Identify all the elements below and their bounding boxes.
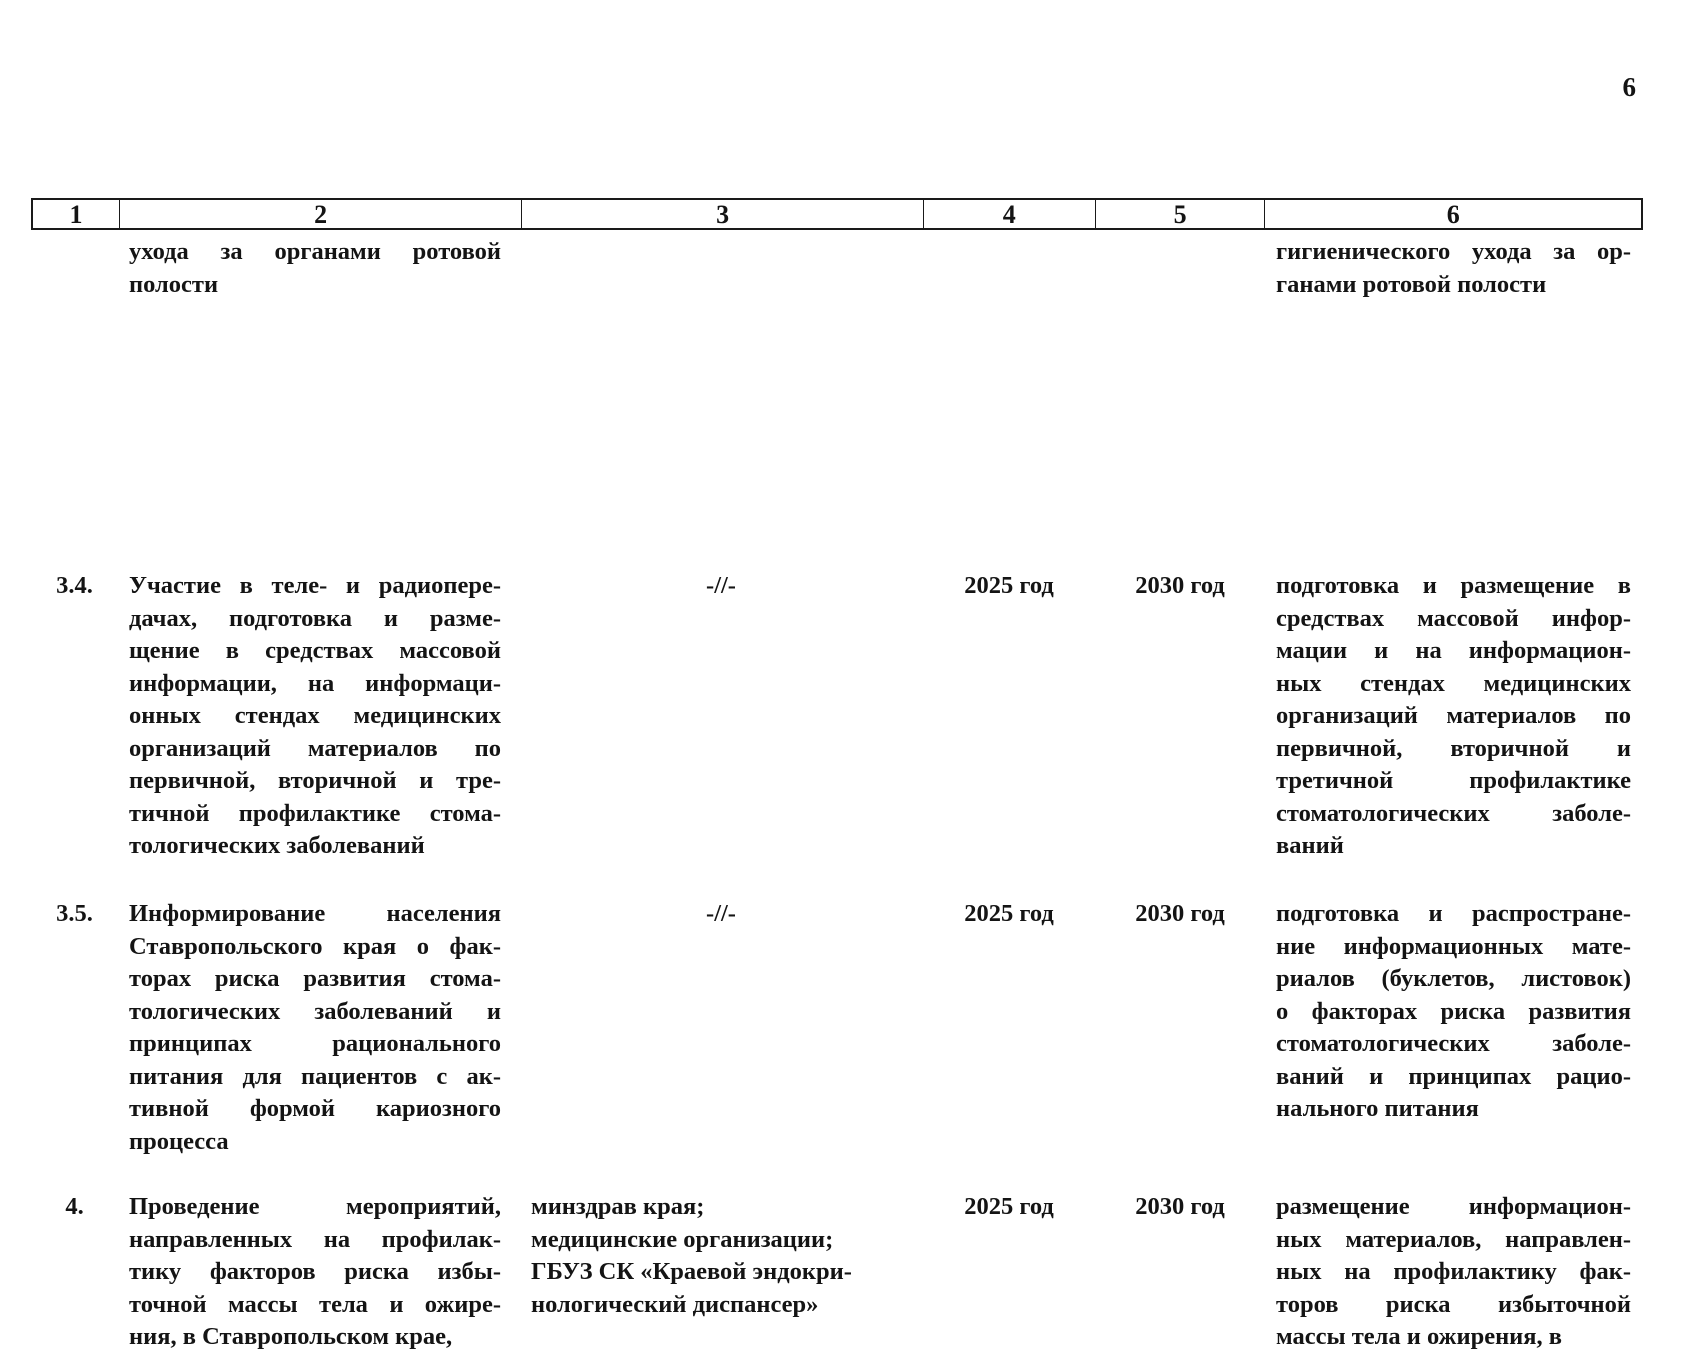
table-row <box>31 236 1641 301</box>
result-line: ваний <box>1276 832 1344 859</box>
measure-line: принципах рационального <box>129 1030 501 1057</box>
result-line: средствах массовой инфор- <box>1276 604 1631 632</box>
result-line: мации и на информацион- <box>1276 637 1631 664</box>
result-line: нального питания <box>1276 1095 1479 1122</box>
measure-cell <box>118 570 521 863</box>
result-line: ных на профилактику фак- <box>1276 1258 1631 1285</box>
measure-line: первичной, вторичной и тре- <box>129 767 501 794</box>
measure-line: информации, на информаци- <box>129 669 501 697</box>
executor-line: нологический диспансер» <box>531 1290 819 1318</box>
row-number-cell <box>31 570 118 863</box>
end-date-cell <box>1095 236 1265 301</box>
executor-cell <box>521 1191 923 1354</box>
start-date: 2025 год <box>964 572 1054 599</box>
row-number: 3.4. <box>56 572 93 599</box>
measure-line: ухода за органами ротовой <box>129 238 501 265</box>
result-line: ваний и принципах рацио- <box>1276 1062 1631 1090</box>
measure-line: полости <box>129 270 219 298</box>
measure-line: точной массы тела и ожире- <box>129 1290 501 1318</box>
measure-line: питания для пациентов с ак- <box>129 1062 501 1090</box>
result-line: третичной профилактике <box>1276 767 1631 794</box>
measure-line: Ставропольского края о фак- <box>129 932 501 960</box>
measure-line: тологических заболеваний <box>129 832 425 859</box>
column-header: 6 <box>1446 200 1460 229</box>
result-cell <box>1265 1191 1641 1354</box>
measure-line: Информирование населения <box>129 900 501 927</box>
row-number: 3.5. <box>56 900 93 927</box>
measure-line: тичной профилактике стома- <box>129 799 501 827</box>
result-line: размещение информацион- <box>1276 1193 1631 1220</box>
measure-line: Участие в теле- и радиопере- <box>129 572 501 599</box>
start-date-cell <box>923 570 1095 863</box>
table-row <box>31 898 1641 1158</box>
measure-cell <box>118 236 521 301</box>
result-line: ных стендах медицинских <box>1276 669 1631 697</box>
table-header-row <box>31 198 1643 230</box>
result-line: о факторах риска развития <box>1276 997 1631 1025</box>
end-date: 2030 год <box>1135 900 1225 927</box>
result-line: организаций материалов по <box>1276 702 1631 729</box>
measure-line: тологических заболеваний и <box>129 997 501 1025</box>
result-line: ных материалов, направлен- <box>1276 1225 1631 1253</box>
result-line: подготовка и распростране- <box>1276 900 1631 927</box>
result-cell <box>1265 570 1641 863</box>
measure-cell <box>118 898 521 1158</box>
executor-line: ГБУЗ СК «Краевой эндокри- <box>531 1258 852 1285</box>
result-line: торов риска избыточной <box>1276 1290 1631 1318</box>
row-number-cell <box>31 898 118 1158</box>
measure-line: щение в средствах массовой <box>129 637 501 664</box>
row-number-cell <box>31 1191 118 1354</box>
measure-line: направленных на профилак- <box>129 1225 501 1253</box>
executor-cell <box>521 236 923 301</box>
column-header: 1 <box>33 200 120 228</box>
start-date-cell <box>923 236 1095 301</box>
measure-cell <box>118 1191 521 1354</box>
end-date-cell <box>1095 898 1265 1158</box>
start-date: 2025 год <box>964 1193 1054 1220</box>
column-header: 3 <box>522 200 924 228</box>
executor-line: минздрав края; <box>531 1193 705 1220</box>
measure-line: ния, в Ставропольском крае, <box>129 1323 453 1350</box>
executor-cell <box>521 570 923 863</box>
table-row <box>31 1191 1641 1354</box>
executor-line: -//- <box>706 572 736 599</box>
executor-cell <box>521 898 923 1158</box>
result-line: подготовка и размещение в <box>1276 572 1631 599</box>
start-date: 2025 год <box>964 900 1054 927</box>
measure-line: торах риска развития стома- <box>129 965 501 992</box>
column-header: 2 <box>120 200 523 228</box>
measure-line: процесса <box>129 1127 229 1155</box>
result-cell <box>1265 236 1641 301</box>
measure-line: тику факторов риска избы- <box>129 1258 501 1285</box>
result-line: массы тела и ожирения, в <box>1276 1323 1563 1350</box>
measure-line: Проведение мероприятий, <box>129 1193 501 1220</box>
result-cell <box>1265 898 1641 1158</box>
row-number: 4. <box>65 1193 84 1220</box>
measure-line: дачах, подготовка и разме- <box>129 604 501 632</box>
executor-line: -//- <box>706 900 736 927</box>
result-line: ние информационных мате- <box>1276 932 1631 960</box>
column-header: 4 <box>924 200 1096 228</box>
result-line: ганами ротовой полости <box>1276 270 1547 298</box>
result-line: гигиенического ухода за ор- <box>1276 238 1631 265</box>
result-line: риалов (буклетов, листовок) <box>1276 965 1631 992</box>
measures-table <box>31 198 1643 1350</box>
start-date-cell <box>923 1191 1095 1354</box>
table-row <box>31 570 1641 863</box>
page-number: 6 <box>1622 72 1636 102</box>
end-date-cell <box>1095 1191 1265 1354</box>
result-line: стоматологических заболе- <box>1276 799 1631 827</box>
end-date: 2030 год <box>1135 572 1225 599</box>
result-line: стоматологических заболе- <box>1276 1030 1631 1057</box>
measure-line: тивной формой кариозного <box>129 1095 501 1122</box>
start-date-cell <box>923 898 1095 1158</box>
end-date: 2030 год <box>1135 1193 1225 1220</box>
measure-line: организаций материалов по <box>129 734 501 762</box>
executor-line: медицинские организации; <box>531 1225 834 1253</box>
row-number-cell <box>31 236 118 301</box>
column-header: 5 <box>1096 200 1266 228</box>
end-date-cell <box>1095 570 1265 863</box>
measure-line: онных стендах медицинских <box>129 702 501 729</box>
result-line: первичной, вторичной и <box>1276 734 1631 762</box>
